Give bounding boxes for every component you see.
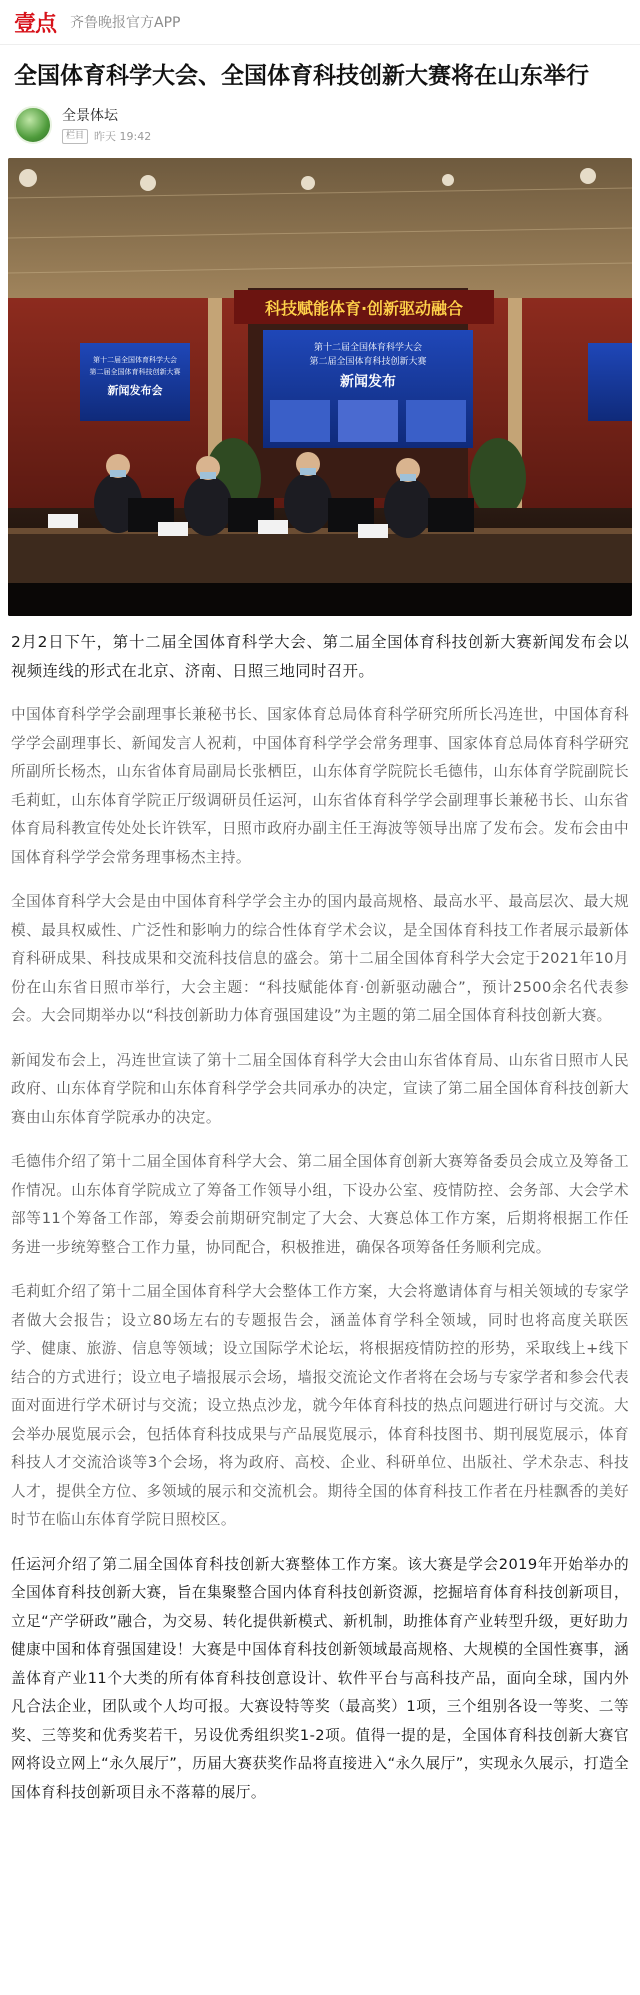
- banner-text: 科技赋能体育·创新驱动融合: [264, 299, 464, 318]
- avatar[interactable]: [14, 106, 52, 144]
- press-conference-photo: [8, 158, 632, 616]
- left-screen-line-2: 第二届全国体育科技创新大赛: [89, 368, 181, 376]
- publish-time: 昨天 19:42: [94, 130, 152, 143]
- author-meta: [62, 105, 151, 144]
- paragraph-2: 中国体育科学学会副理事长兼秘书长、国家体育总局体育科学研究所所长冯连世，中国体育科学学会副理事长、新闻发言人祝莉，中国体育科学学会常务理事、国家体育总局体育科学研究所副所长杨杰，山东省体育局副局长张栖臣，山东体育学院院长毛德伟，山东体育学院副院长毛莉虹，山东体育学院正厅级调研员任运河，山东省体育科学学会副理事长兼秘书长、山东省体育局科教宣传处处长许铁军，日照市政府办副主任王海波等领导出席了发布会。发布会由中国体育科学学会常务理事杨杰主持。: [11, 706, 629, 866]
- column-badge: 栏目: [62, 129, 88, 144]
- paragraph-5: 毛德伟介绍了第十二届全国体育科学大会、第二届全国体育创新大赛筹备委员会成立及筹备工作情况。山东体育学院成立了筹备工作领导小组，下设办公室、疫情防控、会务部、大会学术部等11个筹备工作部，筹委会前期研究制定了大会、大赛总体工作方案，后期将根据工作任务进一步统筹整合工作力量，协同配合，积极推进，确保各项筹备任务顺利完成。: [11, 1153, 629, 1256]
- app-logo[interactable]: 壹点: [14, 11, 57, 37]
- left-screen-line-1: 第十二届全国体育科学大会: [93, 356, 177, 364]
- article-title: 全国体育科学大会、全国体育科技创新大赛将在山东举行: [14, 63, 589, 89]
- app-name: 齐鲁晚报官方APP: [70, 15, 181, 31]
- center-screen-line-1: 第十二届全国体育科学大会: [313, 343, 423, 353]
- paragraph-6: 毛莉虹介绍了第十二届全国体育科学大会整体工作方案，大会将邀请体育与相关领域的专家学者做大会报告；设立80场左右的专题报告会，涵盖体育学科全领域，同时也将高度关联医学、健康、旅游、信息等领域；设立国际学术论坛，将根据疫情防控的形势，采取线上+线下结合的方式进行；设立电子墙报展示会场，墙报交流论文作者将在会场与专家学者和参会代表面对面进行学术研讨与交流；设立热点沙龙，就今年体育科技的热点问题进行研讨与交流。大会举办展览展示会，包括体育科技成果与产品展览展示，体育科技图书、期刊展览展示，体育科技人才交流洽谈等3个会场，将为政府、高校、企业、科研单位、出版社、学术杂志、科技人才，提供全方位、多领域的展示和交流机会。期待全国的体育科技工作者在丹桂飘香的美好时节在临山东体育学院日照校区。: [11, 1283, 629, 1528]
- paragraph-1: 2月2日下午，第十二届全国体育科学大会、第二届全国体育科技创新大赛新闻发布会以视频连线的形式在北京、济南、日照三地同时召开。: [11, 633, 629, 680]
- author-row: [0, 99, 640, 158]
- paragraph-3: 全国体育科学大会是由中国体育科学学会主办的国内最高规格、最高水平、最高层次、最大规模、最具权威性、广泛性和影响力的综合性体育学术会议，是全国体育科技工作者展示最新体育科研成果、科技成果和交流科技信息的盛会。第十二届全国体育科学大会定于2021年10月份在山东省日照市举行，大会主题：“科技赋能体育·创新驱动融合”，预计2500余名代表参会。大会同期举办以“科技创新助力体育强国建设”为主题的第二届全国体育科技创新大赛。: [11, 893, 629, 1024]
- app-header: [0, 0, 640, 45]
- article-photo[interactable]: [8, 158, 632, 616]
- paragraph-7: 任运河介绍了第二届全国体育科技创新大赛整体工作方案。该大赛是学会2019年开始举办的全国体育科技创新大赛，旨在集聚整合国内体育科技创新资源，挖掘培育体育科技创新项目，立足“产学研政”融合，为交易、转化提供新模式、新机制，助推体育产业转型升级，更好助力健康中国和体育强国建设！大赛是中国体育科技创新领域最高规格、大规模的全国性赛事，涵盖体育产业11个大类的所有体育科技创意设计、软件平台与高科技产品，面向全球，国内外凡合法企业，团队或个人均可报。大赛设特等奖（最高奖）1项，三个组别各设一等奖、二等奖、三等奖和优秀奖若干，另设优秀组织奖1-2项。值得一提的是，全国体育科技创新大赛官网将设立网上“永久展厅”，历届大赛获奖作品将直接进入“永久展厅”，实现永久展示，打造全国体育科技创新项目永不落幕的展厅。: [11, 1555, 629, 1801]
- article-body: [0, 628, 640, 1807]
- author-name[interactable]: 全景体坛: [62, 108, 118, 124]
- paragraph-4: 新闻发布会上，冯连世宣读了第十二届全国体育科学大会由山东省体育局、山东省日照市人民政府、山东体育学院和山东体育科学学会共同承办的决定，宣读了第二届全国体育科技创新大赛由山东体育学院承办的决定。: [11, 1051, 629, 1126]
- author-sub: [62, 128, 151, 144]
- left-screen-line-3: 新闻发布会: [107, 384, 163, 397]
- center-screen-line-2: 第二届全国体育科技创新大赛: [309, 357, 427, 367]
- center-screen-line-3: 新闻发布: [340, 374, 396, 390]
